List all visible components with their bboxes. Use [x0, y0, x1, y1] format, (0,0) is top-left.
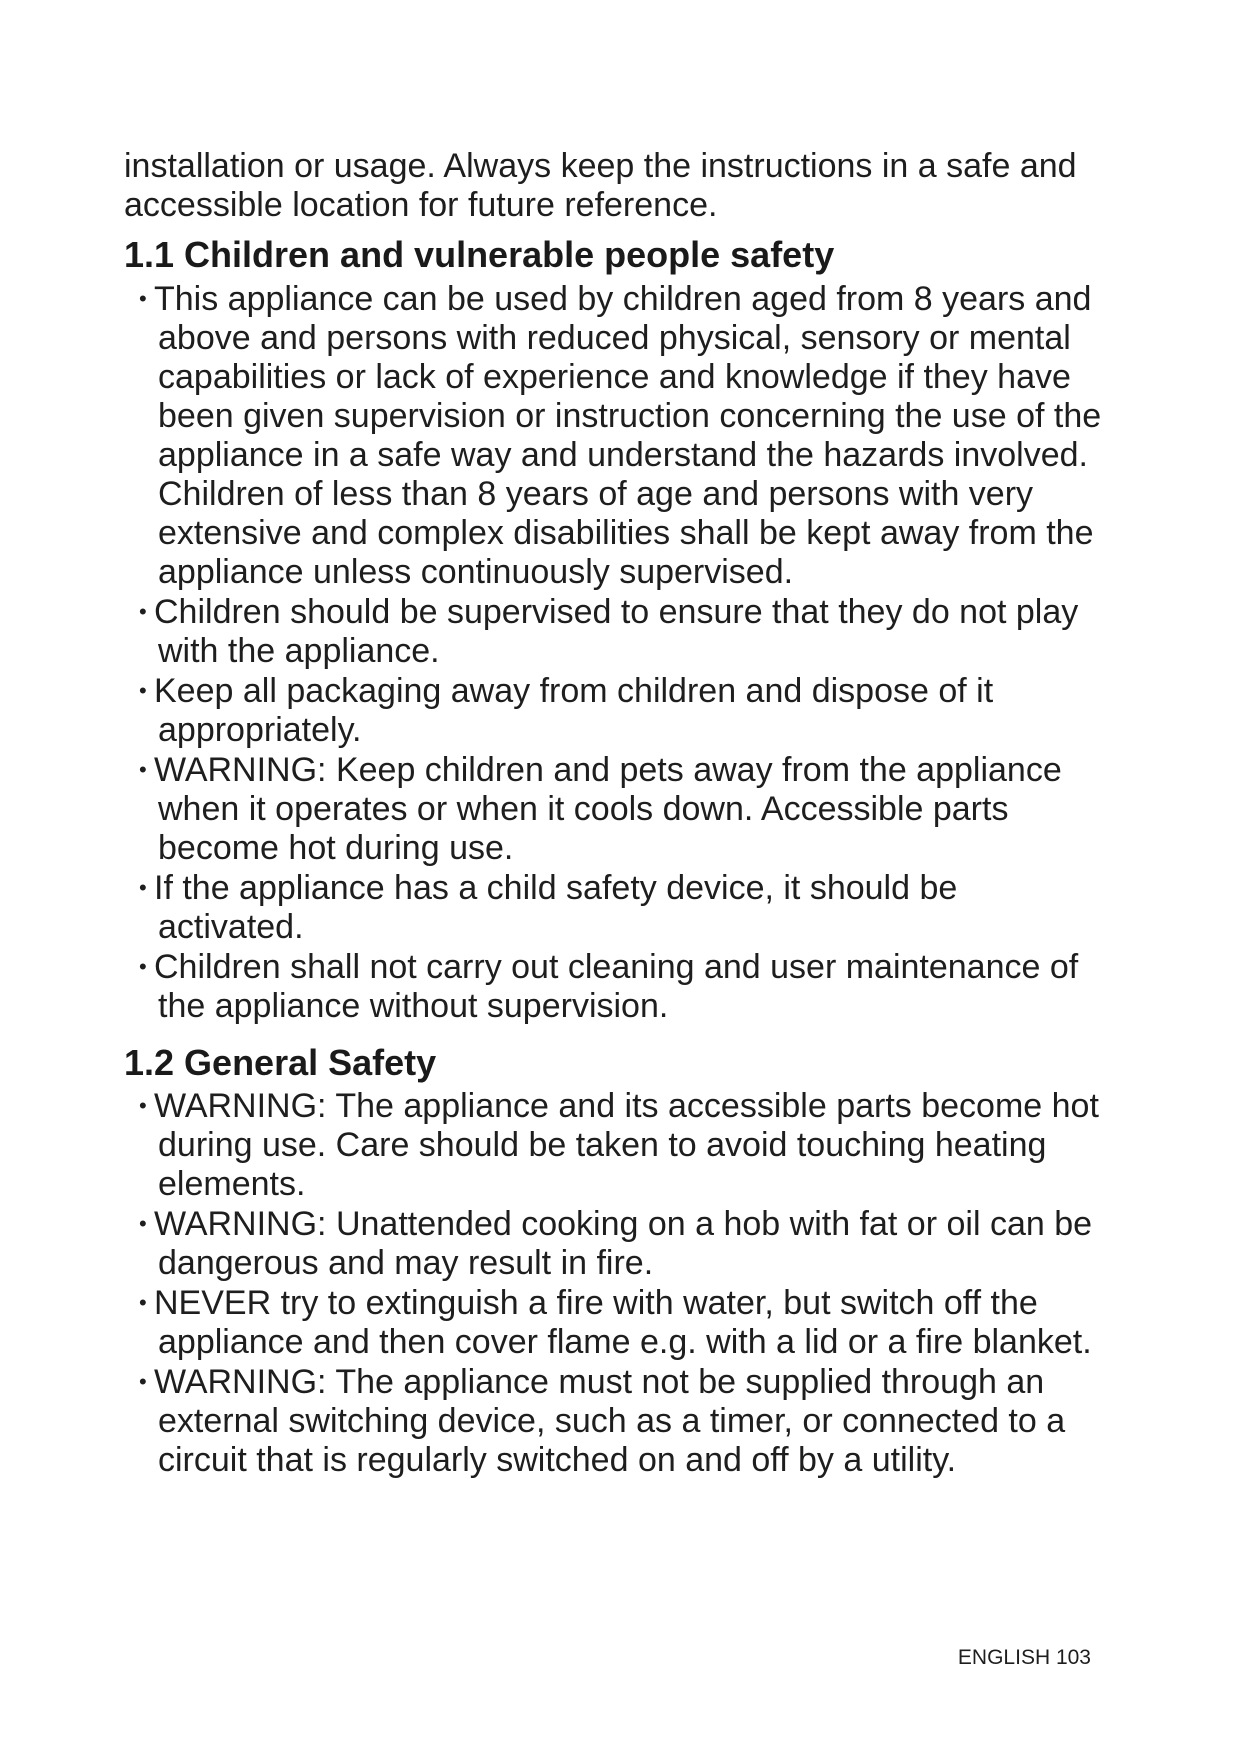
bullet-icon: • [139, 1211, 147, 1236]
list-item [124, 1362, 1104, 1480]
intro-paragraph: installation or usage. Always keep the instructions in a safe and accessible location for future reference. [124, 147, 1077, 224]
general-safety-list [124, 1086, 1104, 1480]
list-item [124, 947, 1104, 1026]
list-item [124, 279, 1104, 592]
list-item-text: WARNING: The appliance and its accessible parts become hot during use. Care should be taken to avoid touching heating elements. [154, 1087, 1099, 1203]
list-item-text: WARNING: Keep children and pets away from the appliance when it operates or when it cools down. Accessible parts become hot during use. [154, 751, 1062, 867]
document-page [124, 147, 1104, 1480]
bullet-icon: • [139, 757, 147, 782]
bullet-icon: • [139, 678, 147, 703]
list-item [124, 750, 1104, 868]
list-item-text: NEVER try to extinguish a fire with water, but switch off the appliance and then cover flame e.g. with a lid or a fire blanket. [154, 1284, 1092, 1361]
list-item [124, 592, 1104, 671]
list-item-text: WARNING: Unattended cooking on a hob with fat or oil can be dangerous and may result in fire. [154, 1205, 1093, 1282]
list-item-text: This appliance can be used by children aged from 8 years and above and persons with reduced physical, sensory or mental capabilities or lack of experience and knowledge if they have been given supervision or instruction concerning the use of the appliance in a safe way and understand the hazards involved. Children of less than 8 years of age and persons with very extensive and complex disabilities shall be kept away from the appliance unless continuously supervised. [154, 280, 1102, 591]
list-item-text: Children shall not carry out cleaning and user maintenance of the appliance without supervision. [154, 948, 1079, 1025]
bullet-icon: • [139, 1290, 147, 1315]
section-heading-children-safety: 1.1 Children and vulnerable people safety [124, 234, 835, 275]
bullet-icon: • [139, 875, 147, 900]
list-item-text: WARNING: The appliance must not be supplied through an external switching device, such as a timer, or connected to a circuit that is regularly switched on and off by a utility. [154, 1363, 1066, 1479]
section-heading-general-safety: 1.2 General Safety [124, 1042, 437, 1083]
page-footer-label: ENGLISH 103 [957, 1646, 1091, 1669]
list-item [124, 1283, 1104, 1362]
list-item [124, 671, 1104, 750]
bullet-icon: • [139, 599, 147, 624]
list-item [124, 868, 1104, 947]
list-item [124, 1086, 1104, 1204]
bullet-icon: • [139, 954, 147, 979]
list-item-text: Keep all packaging away from children and dispose of it appropriately. [154, 672, 994, 749]
bullet-icon: • [139, 1369, 147, 1394]
list-item [124, 1204, 1104, 1283]
children-safety-list [124, 279, 1104, 1026]
bullet-icon: • [139, 286, 147, 311]
list-item-text: If the appliance has a child safety device, it should be activated. [154, 869, 958, 946]
list-item-text: Children should be supervised to ensure that they do not play with the appliance. [154, 593, 1079, 670]
bullet-icon: • [139, 1093, 147, 1118]
